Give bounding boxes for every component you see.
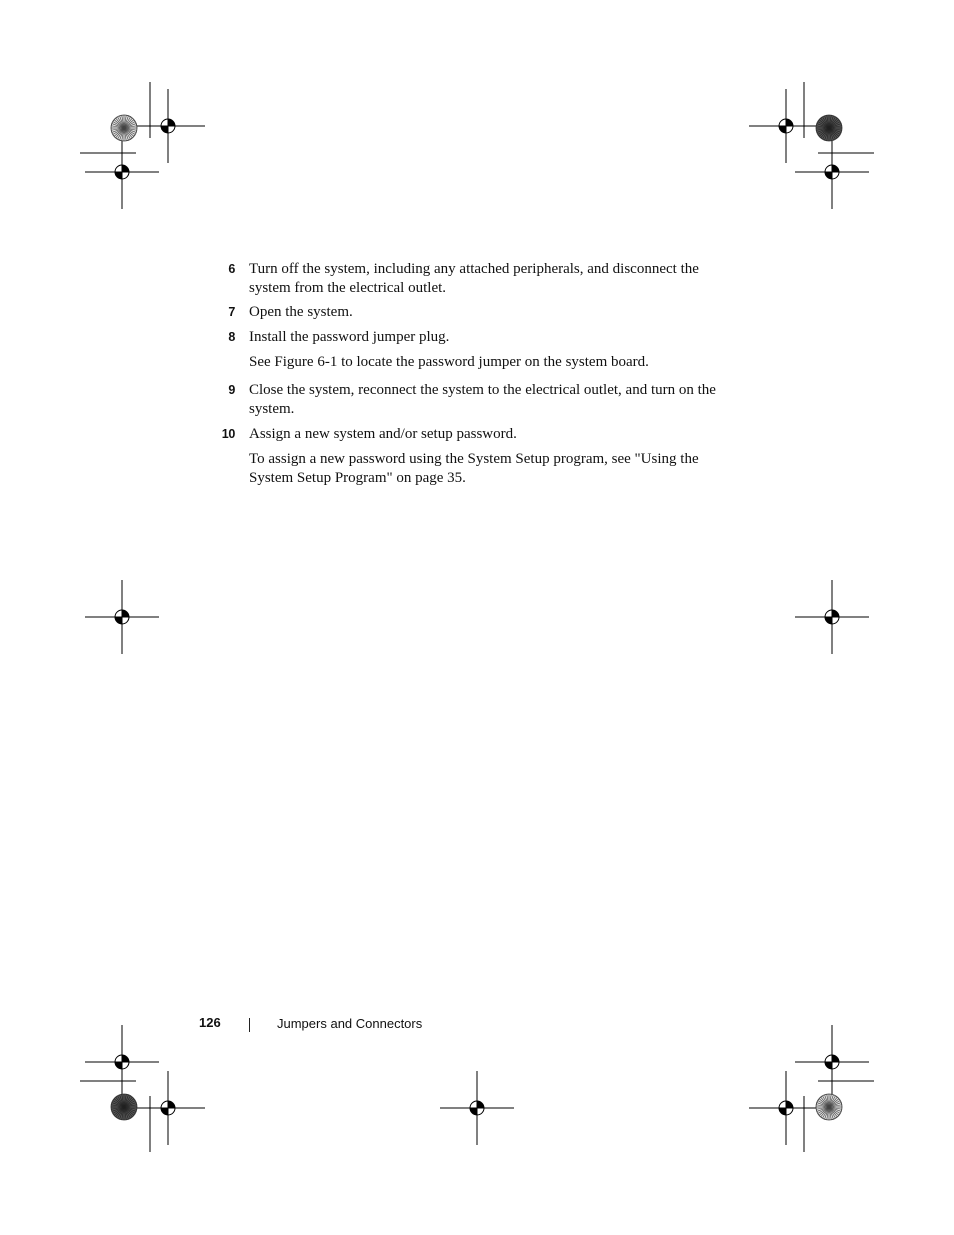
step-text: Assign a new system and/or setup password. [249,426,517,442]
registration-crosshair-icon [795,580,869,654]
step-text: Turn off the system, including any attached peripherals, and disconnect the system from the electrical outlet. [249,261,699,296]
step-9 [228,381,719,419]
registration-crosshair-icon [749,1071,823,1145]
page-number: 126 [199,1015,221,1030]
registration-crosshair-icon [795,135,869,209]
step-10-note: To assign a new password using the System Setup program, see "Using the System Setup Program" on page 35. [249,451,699,486]
registration-crosshair-icon [85,1025,159,1099]
step-text: Close the system, reconnect the system to the electrical outlet, and turn on the system. [249,382,716,417]
step-number: 9 [228,383,235,397]
step-6 [228,260,719,298]
footer-divider [249,1018,250,1032]
registration-crosshair-icon [440,1071,514,1145]
step-8-note: See Figure 6-1 to locate the password jumper on the system board. [249,354,649,370]
footer-section-title: Jumpers and Connectors [277,1016,423,1031]
step-text: Install the password jumper plug. [249,329,450,345]
step-10 [221,425,719,444]
registration-crosshair-icon [795,1025,869,1099]
step-number: 6 [228,262,235,276]
registration-crosshair-icon [85,580,159,654]
registration-crosshair-icon [131,1071,205,1145]
step-number: 8 [228,330,235,344]
registration-starburst-icon [816,1094,842,1120]
step-8 [228,328,719,347]
registration-crosshair-icon [85,135,159,209]
registration-crosshair-icon [131,89,205,163]
registration-starburst-icon [111,115,137,141]
step-7 [228,303,719,322]
registration-crosshair-icon [749,89,823,163]
step-number: 10 [221,427,235,441]
step-text: Open the system. [249,304,353,320]
step-number: 7 [228,305,235,319]
registration-starburst-icon [816,115,842,141]
registration-starburst-icon [111,1094,137,1120]
